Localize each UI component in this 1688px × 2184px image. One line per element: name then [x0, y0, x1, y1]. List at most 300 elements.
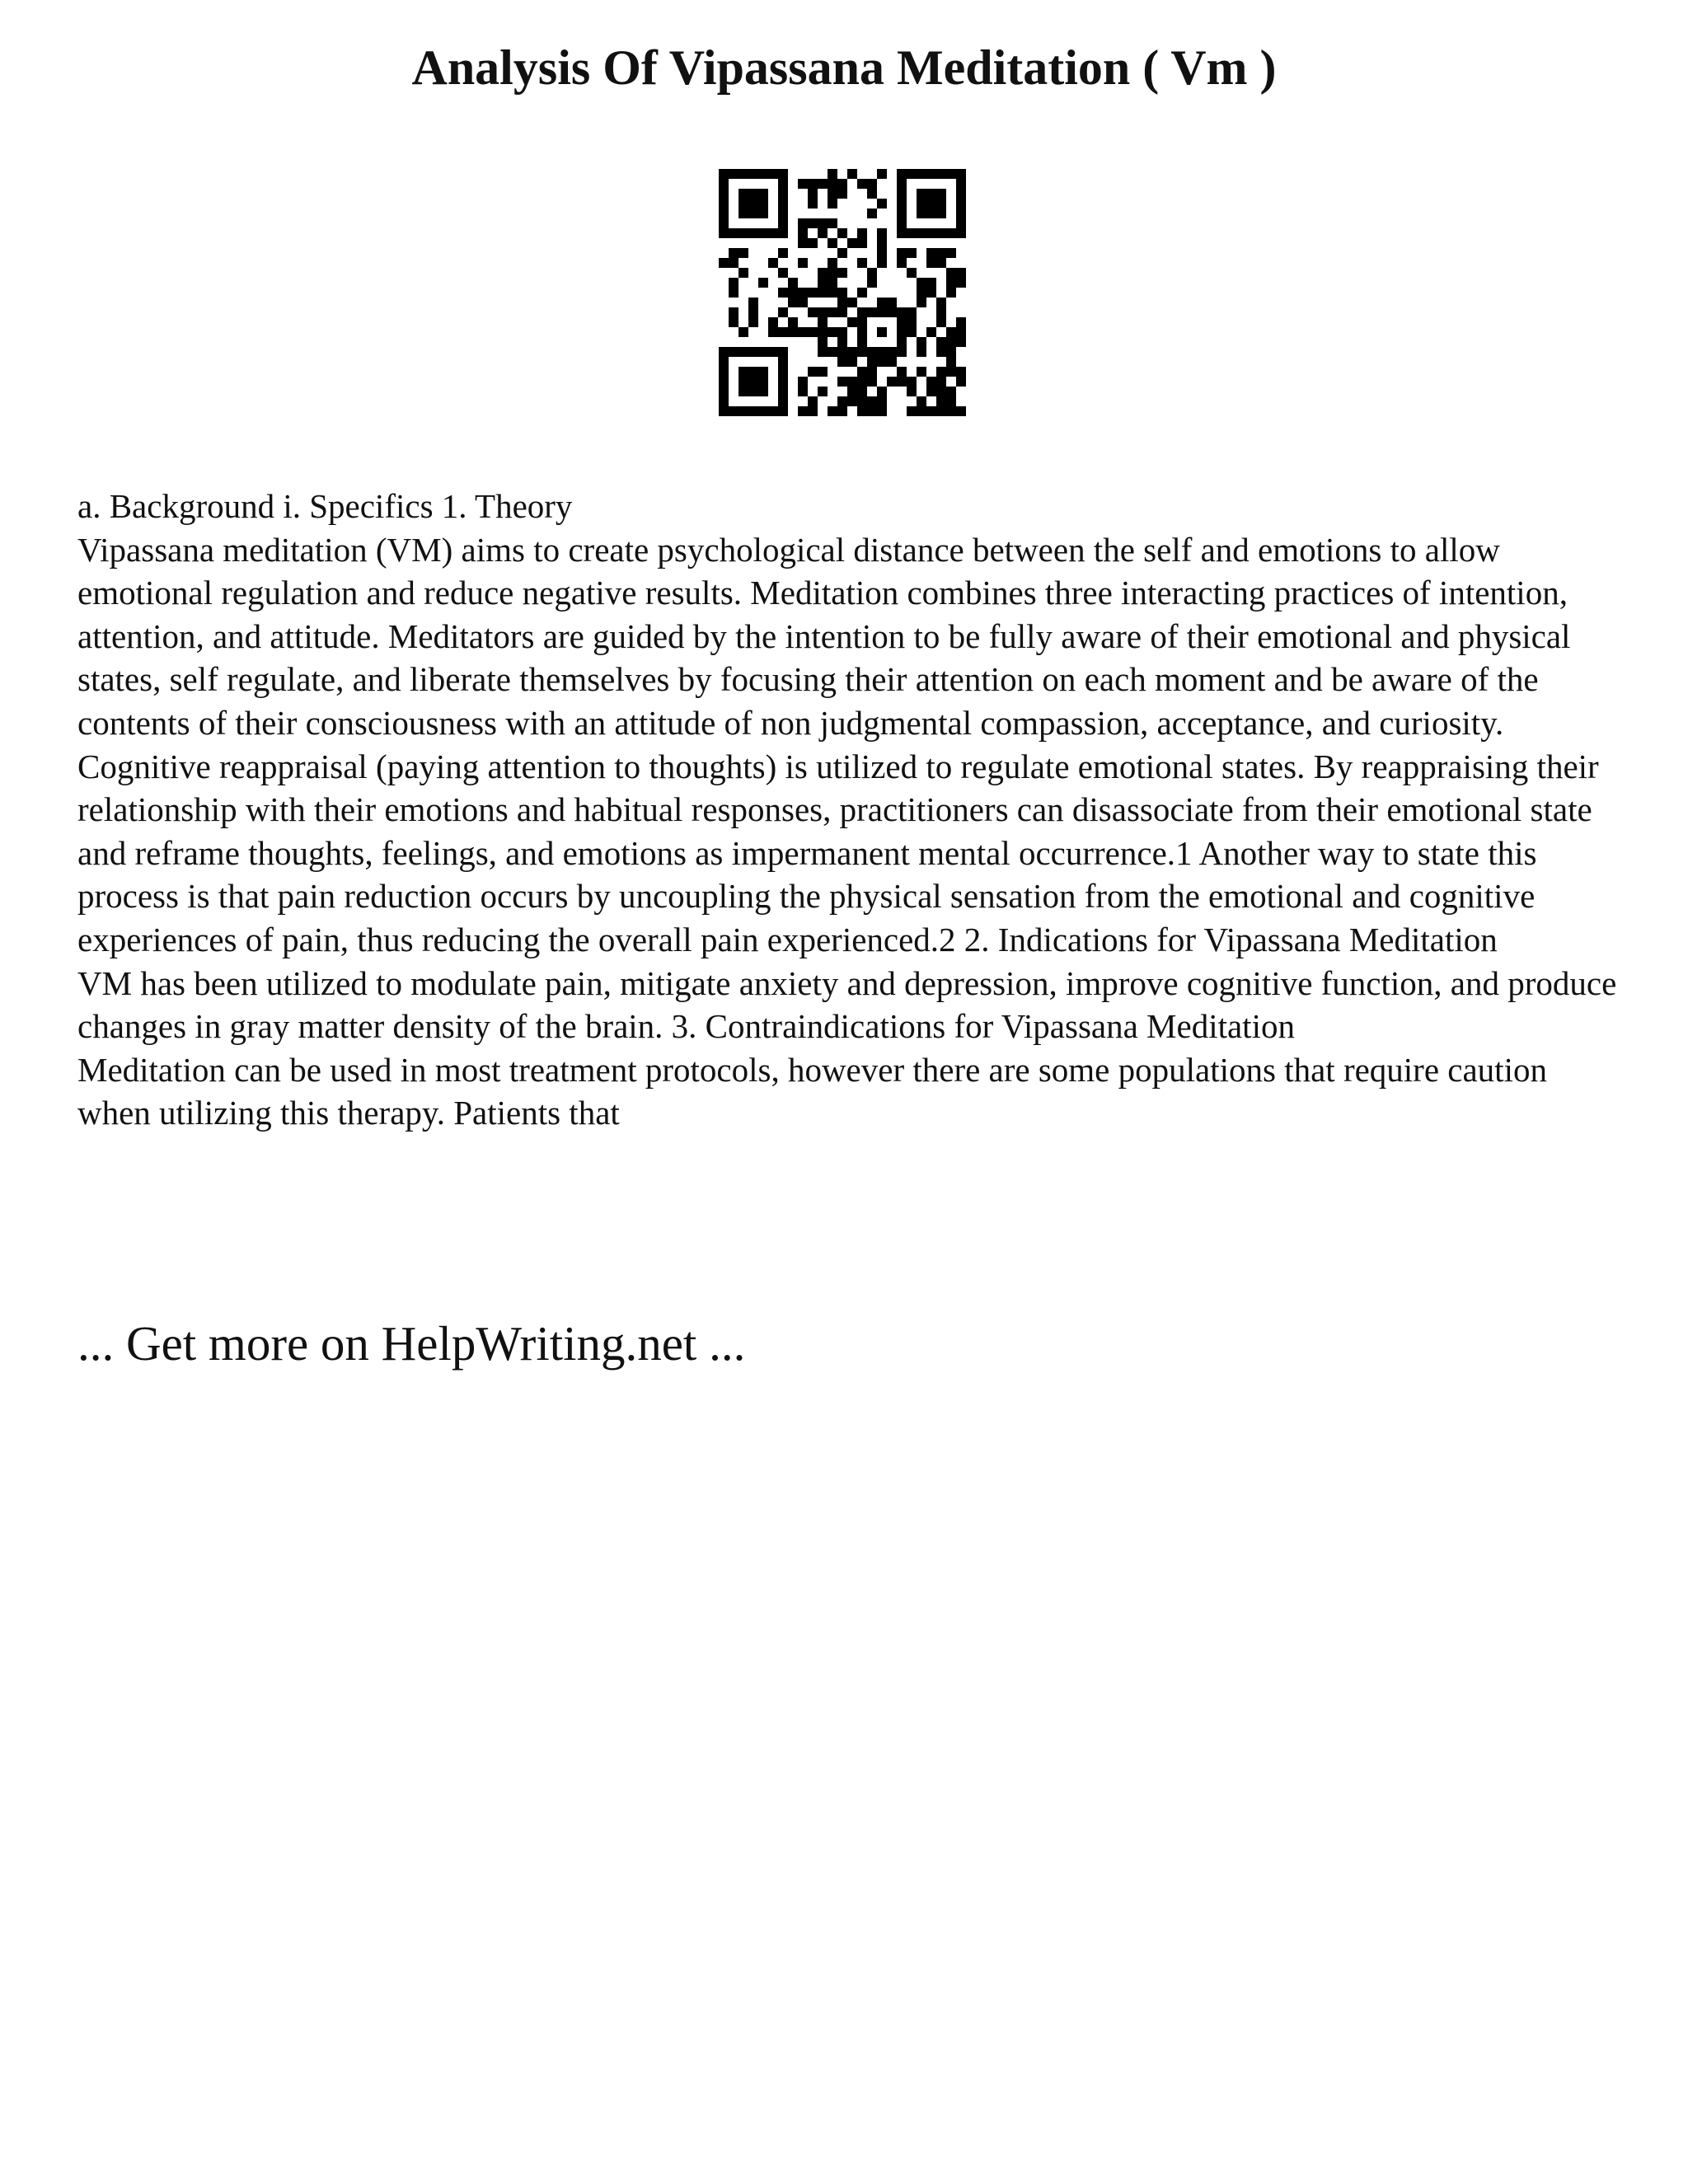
qr-module [847, 298, 857, 307]
qr-module [917, 209, 926, 218]
qr-module [778, 209, 788, 218]
qr-module [897, 337, 907, 347]
qr-module [857, 288, 867, 298]
qr-module [828, 258, 837, 268]
qr-module [808, 367, 818, 377]
qr-module [936, 337, 946, 347]
qr-module [808, 288, 818, 298]
qr-module [828, 179, 837, 189]
qr-module [778, 347, 788, 357]
qr-code-icon [719, 169, 966, 416]
qr-module [738, 189, 748, 199]
qr-module [867, 377, 877, 387]
qr-module [897, 307, 907, 317]
qr-module [897, 248, 907, 258]
qr-module [907, 387, 917, 396]
qr-module [857, 327, 867, 337]
qr-module [857, 347, 867, 357]
qr-module [926, 377, 936, 387]
qr-module [837, 179, 847, 189]
qr-module [867, 406, 877, 416]
qr-module [877, 307, 887, 317]
qr-module [837, 337, 847, 347]
qr-module [748, 367, 758, 377]
qr-module [936, 169, 946, 179]
qr-module [877, 298, 887, 307]
qr-module [936, 189, 946, 199]
qr-module [778, 248, 788, 258]
qr-module [758, 169, 768, 179]
qr-module [936, 199, 946, 209]
qr-module [837, 357, 847, 367]
qr-module [956, 218, 966, 228]
qr-module [887, 298, 897, 307]
qr-module [907, 406, 917, 416]
qr-module [818, 387, 828, 396]
qr-module [956, 179, 966, 189]
qr-module [768, 406, 778, 416]
qr-module [867, 209, 877, 218]
qr-module [956, 209, 966, 218]
qr-module [828, 347, 837, 357]
qr-module [837, 406, 847, 416]
qr-module [956, 337, 966, 347]
qr-module [719, 228, 729, 238]
qr-module [828, 406, 837, 416]
qr-module [778, 387, 788, 396]
qr-module [828, 268, 837, 278]
qr-module [818, 327, 828, 337]
qr-module [778, 268, 788, 278]
qr-module [917, 337, 926, 347]
qr-module [897, 169, 907, 179]
qr-module [946, 396, 956, 406]
qr-module [857, 367, 867, 377]
qr-module [808, 396, 818, 406]
qr-module [778, 307, 788, 317]
qr-module [936, 377, 946, 387]
qr-module [719, 396, 729, 406]
qr-module [768, 347, 778, 357]
qr-module [926, 209, 936, 218]
qr-module [729, 406, 738, 416]
qr-module [946, 278, 956, 288]
qr-module [818, 228, 828, 238]
qr-module [828, 288, 837, 298]
qr-module [748, 377, 758, 387]
qr-module [956, 268, 966, 278]
qr-module [936, 396, 946, 406]
qr-module [857, 228, 867, 238]
qr-module [867, 396, 877, 406]
qr-module [748, 317, 758, 327]
qr-module [946, 169, 956, 179]
qr-module [828, 169, 837, 179]
qr-module [946, 337, 956, 347]
qr-module [946, 248, 956, 258]
qr-module [738, 387, 748, 396]
qr-module [897, 189, 907, 199]
qr-module [857, 377, 867, 387]
qr-module [818, 268, 828, 278]
qr-module [847, 169, 857, 179]
qr-module [738, 199, 748, 209]
qr-module [778, 377, 788, 387]
qr-module [828, 199, 837, 209]
qr-module [729, 248, 738, 258]
qr-module [748, 228, 758, 238]
qr-module [857, 337, 867, 347]
qr-module [926, 288, 936, 298]
qr-module [738, 209, 748, 218]
body-paragraph: Meditation can be used in most treatment protocols, however there are some populations that require caution when utilizing this therapy. Patients that [77, 1050, 1547, 1132]
qr-module [828, 218, 837, 228]
qr-module [719, 199, 729, 209]
qr-module [897, 218, 907, 228]
qr-module [748, 169, 758, 179]
qr-module [798, 327, 808, 337]
qr-module [917, 278, 926, 288]
qr-module [778, 367, 788, 377]
qr-module [808, 307, 818, 317]
qr-module [877, 169, 887, 179]
qr-module [778, 189, 788, 199]
qr-module [936, 209, 946, 218]
qr-module [808, 238, 818, 248]
qr-module [857, 258, 867, 268]
qr-module [877, 238, 887, 248]
qr-module [946, 347, 956, 357]
qr-module [946, 288, 956, 298]
qr-module [847, 238, 857, 248]
qr-module [748, 189, 758, 199]
qr-module [936, 317, 946, 327]
qr-module [788, 278, 798, 288]
qr-module [748, 347, 758, 357]
qr-module [798, 179, 808, 189]
qr-module [828, 278, 837, 288]
qr-module [719, 179, 729, 189]
qr-module [758, 278, 768, 288]
qr-module [867, 189, 877, 199]
qr-module [837, 288, 847, 298]
qr-module [758, 199, 768, 209]
qr-module [956, 169, 966, 179]
qr-module [897, 317, 907, 327]
qr-module [768, 258, 778, 268]
qr-module [748, 406, 758, 416]
qr-module [907, 268, 917, 278]
qr-module [867, 357, 877, 367]
qr-module [719, 347, 729, 357]
qr-module [788, 327, 798, 337]
qr-module [936, 347, 946, 357]
qr-module [778, 357, 788, 367]
qr-module [758, 367, 768, 377]
qr-module [917, 298, 926, 307]
qr-module [837, 248, 847, 258]
qr-module [956, 377, 966, 387]
qr-module [788, 288, 798, 298]
qr-module [857, 387, 867, 396]
qr-module [926, 228, 936, 238]
qr-module [818, 179, 828, 189]
qr-module [738, 268, 748, 278]
qr-module [847, 317, 857, 327]
qr-module [917, 288, 926, 298]
qr-module [729, 307, 738, 317]
qr-module [828, 307, 837, 317]
qr-module [857, 406, 867, 416]
document-title: Analysis Of Vipassana Meditation ( Vm ) [411, 40, 1277, 95]
qr-module [818, 278, 828, 288]
qr-module [719, 169, 729, 179]
qr-module [956, 317, 966, 327]
qr-module [837, 189, 847, 199]
qr-module [828, 327, 837, 337]
qr-module [946, 228, 956, 238]
qr-module [847, 396, 857, 406]
qr-module [956, 189, 966, 199]
qr-module [738, 347, 748, 357]
qr-module [778, 218, 788, 228]
qr-module [738, 377, 748, 387]
qr-module [857, 238, 867, 248]
qr-module [798, 288, 808, 298]
qr-module [847, 387, 857, 396]
qr-module [818, 288, 828, 298]
qr-module [857, 307, 867, 317]
qr-module [946, 327, 956, 337]
qr-module [719, 209, 729, 218]
qr-module [907, 169, 917, 179]
qr-module [926, 258, 936, 268]
qr-module [738, 228, 748, 238]
qr-module [907, 317, 917, 327]
body-paragraph: Vipassana meditation (VM) aims to create psychological distance between the self and emotions to allow emotional regulation and reduce negative results. Meditation combines three interacting practices of intention, attention, and attitude. Meditators are guided by the intention to be fully aware of their emotional and physical states, self regulate, and liberate themselves by focusing their attention on each moment and be aware of the contents of their consciousness with an attitude of non judgmental compassion, acceptance, and curiosity. Cognitive reappraisal (paying attention to thoughts) is utilized to regulate emotional states. By reappraising their relationship with their emotions and habitual responses, practitioners can disassociate from their emotional state and reframe thoughts, feelings, and emotions as impermanent mental occurrence.1 Another way to state this process is that pain reduction occurs by uncoupling the physical sensation from the emotional and cognitive experiences of pain, thus reducing the overall pain experienced.2 2. Indications for Vipassana Meditation [77, 530, 1599, 958]
qr-module [847, 357, 857, 367]
qr-module [768, 327, 778, 337]
qr-module [758, 228, 768, 238]
qr-module [926, 387, 936, 396]
qr-module [887, 307, 897, 317]
qr-module [719, 377, 729, 387]
qr-module [956, 228, 966, 238]
qr-module [719, 367, 729, 377]
qr-module [818, 337, 828, 347]
qr-module [956, 278, 966, 288]
qr-module [788, 317, 798, 327]
qr-module [729, 258, 738, 268]
qr-module [748, 199, 758, 209]
qr-module [837, 228, 847, 238]
qr-module [917, 347, 926, 357]
qr-module [818, 317, 828, 327]
qr-module [877, 248, 887, 258]
qr-module [867, 179, 877, 189]
qr-module [818, 218, 828, 228]
qr-module [738, 367, 748, 377]
qr-module [847, 347, 857, 357]
qr-module [808, 327, 818, 337]
qr-module [877, 347, 887, 357]
qr-module [956, 199, 966, 209]
qr-module [897, 347, 907, 357]
qr-module [778, 199, 788, 209]
qr-module [719, 258, 729, 268]
qr-module [847, 377, 857, 387]
qr-module [926, 199, 936, 209]
qr-module [719, 218, 729, 228]
qr-module [877, 199, 887, 209]
qr-module [729, 278, 738, 288]
qr-module [768, 169, 778, 179]
qr-module [758, 377, 768, 387]
qr-module [758, 387, 768, 396]
qr-module [818, 307, 828, 317]
qr-module [798, 258, 808, 268]
qr-module [778, 406, 788, 416]
qr-module [936, 248, 946, 258]
qr-module [877, 396, 887, 406]
qr-module [897, 327, 907, 337]
qr-module [778, 228, 788, 238]
qr-module [936, 387, 946, 396]
qr-module [837, 268, 847, 278]
qr-module [926, 406, 936, 416]
qr-module [867, 347, 877, 357]
qr-module [907, 248, 917, 258]
qr-module [768, 228, 778, 238]
qr-module [748, 387, 758, 396]
qr-module [877, 258, 887, 268]
qr-module [808, 406, 818, 416]
qr-module [926, 278, 936, 288]
qr-module [936, 307, 946, 317]
qr-module [936, 406, 946, 416]
qr-module [936, 298, 946, 307]
qr-module [956, 367, 966, 377]
qr-module [887, 377, 897, 387]
qr-module [926, 169, 936, 179]
qr-module [917, 169, 926, 179]
qr-module [897, 179, 907, 189]
qr-module [729, 288, 738, 298]
qr-module [738, 406, 748, 416]
qr-module [956, 327, 966, 337]
qr-module [729, 169, 738, 179]
qr-module [808, 179, 818, 189]
qr-module [907, 228, 917, 238]
qr-module [719, 387, 729, 396]
qr-module [798, 238, 808, 248]
qr-module [837, 396, 847, 406]
qr-module [867, 278, 877, 288]
qr-module [936, 228, 946, 238]
qr-module [778, 327, 788, 337]
qr-module [936, 258, 946, 268]
qr-module [758, 209, 768, 218]
qr-module [748, 298, 758, 307]
qr-module [857, 317, 867, 327]
qr-module [798, 377, 808, 387]
qr-module [719, 357, 729, 367]
qr-module [729, 228, 738, 238]
qr-module [808, 218, 818, 228]
qr-module [748, 209, 758, 218]
qr-module [877, 387, 887, 396]
qr-module [917, 199, 926, 209]
qr-module [877, 406, 887, 416]
qr-module [917, 406, 926, 416]
qr-module [768, 317, 778, 327]
qr-module [877, 357, 887, 367]
qr-module [946, 268, 956, 278]
get-more-link[interactable]: ... Get more on HelpWriting.net ... [77, 1316, 746, 1371]
qr-module [778, 396, 788, 406]
qr-module [818, 367, 828, 377]
qr-module [808, 189, 818, 199]
qr-module [917, 367, 926, 377]
qr-module [748, 307, 758, 317]
qr-module [837, 327, 847, 337]
body-paragraph: VM has been utilized to modulate pain, mitigate anxiety and depression, improve cognitive function, and produce changes in gray matter density of the brain. 3. Contraindications for Vipassana Meditation [77, 963, 1617, 1046]
qr-module [798, 218, 808, 228]
qr-module [907, 307, 917, 317]
qr-module [798, 298, 808, 307]
qr-module [778, 169, 788, 179]
qr-module [897, 377, 907, 387]
qr-module [926, 248, 936, 258]
qr-module [837, 377, 847, 387]
qr-module [897, 228, 907, 238]
qr-module [897, 367, 907, 377]
qr-module [798, 406, 808, 416]
qr-module [808, 199, 818, 209]
qr-module [946, 387, 956, 396]
qr-module [877, 228, 887, 238]
qr-module [729, 317, 738, 327]
qr-module [738, 169, 748, 179]
qr-module [788, 298, 798, 307]
qr-module [778, 288, 788, 298]
qr-module [897, 199, 907, 209]
qr-module [956, 406, 966, 416]
qr-module [719, 406, 729, 416]
qr-module [887, 347, 897, 357]
qr-module [738, 327, 748, 337]
qr-module [877, 327, 887, 337]
qr-module [837, 347, 847, 357]
qr-module [867, 367, 877, 377]
qr-module [887, 357, 897, 367]
qr-module [729, 347, 738, 357]
qr-module [758, 347, 768, 357]
qr-module [946, 367, 956, 377]
document-body [77, 485, 1627, 1135]
qr-module [778, 179, 788, 189]
qr-module [837, 298, 847, 307]
qr-module [946, 406, 956, 416]
section-heading: a. Background i. Specifics 1. Theory [77, 487, 573, 525]
qr-module [907, 327, 917, 337]
qr-module [798, 228, 808, 238]
qr-module [828, 189, 837, 199]
qr-module [897, 258, 907, 268]
qr-module [946, 357, 956, 367]
qr-module [758, 189, 768, 199]
qr-module [907, 377, 917, 387]
